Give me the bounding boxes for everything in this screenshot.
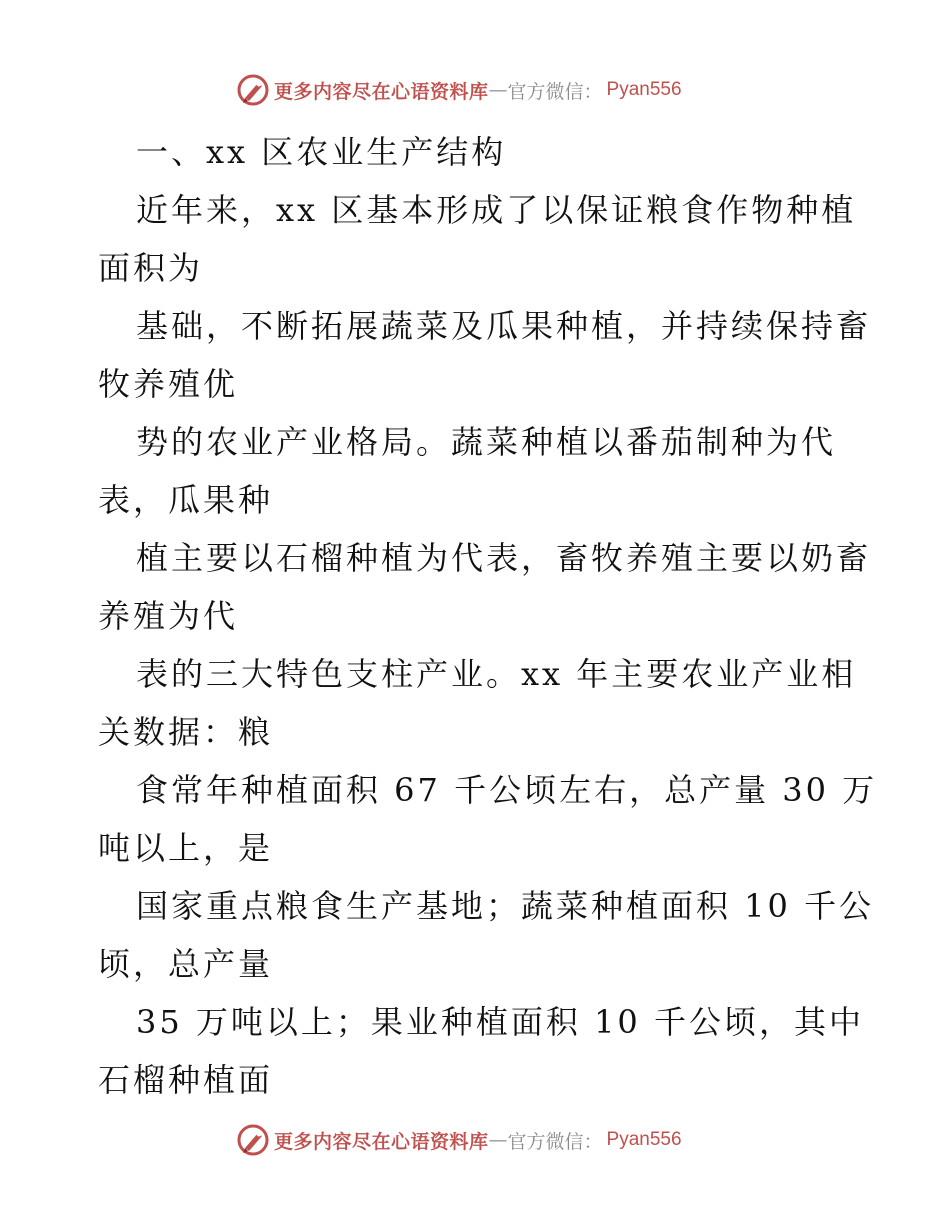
text-line: 牧养殖优 [98,365,239,403]
watermark-dash: — [488,1129,508,1151]
watermark-main-text: 更多内容尽在心语资料库 [274,80,489,103]
text-line: 表的三大特色支柱产业。xx 年主要农业产业相 [136,655,857,693]
text-line: 食常年种植面积 67 千公顷左右，总产量 30 万 [136,771,878,809]
watermark-wechat-id: Pyan556 [606,79,682,100]
text-line: 面积为 [98,249,204,287]
document-body [98,123,878,1109]
text-line: 表，瓜果种 [98,481,274,519]
text-line: 国家重点粮食生产基地；蔬菜种植面积 10 千公 [136,887,875,925]
text-line: 近年来，xx 区基本形成了以保证粮食作物种植 [136,191,857,229]
text-line: 顷，总产量 [98,945,274,983]
text-line: 35 万吨以上；果业种植面积 10 千公顷，其中 [136,1003,864,1041]
footer-watermark [236,1122,682,1158]
text-line: 一、xx 区农业生产结构 [136,133,507,171]
watermark-main-text: 更多内容尽在心语资料库 [274,1130,489,1153]
text-line: 植主要以石榴种植为代表，畜牧养殖主要以奶畜 [136,539,872,577]
text-line: 养殖为代 [98,597,239,635]
watermark-official-label: 官方微信： [507,80,603,103]
watermark-dash: — [488,79,508,101]
header-watermark [236,72,682,108]
text-line: 势的农业产业格局。蔬菜种植以番茄制种为代 [136,423,837,461]
watermark-official-label: 官方微信： [507,1130,603,1153]
pen-logo-icon [236,73,270,107]
text-line: 基础，不断拓展蔬菜及瓜果种植，并持续保持畜 [136,307,872,345]
text-line: 石榴种植面 [98,1061,274,1099]
text-line: 吨以上，是 [98,829,274,867]
text-line: 关数据：粮 [98,713,274,751]
pen-logo-icon [236,1123,270,1157]
watermark-wechat-id: Pyan556 [606,1129,682,1150]
